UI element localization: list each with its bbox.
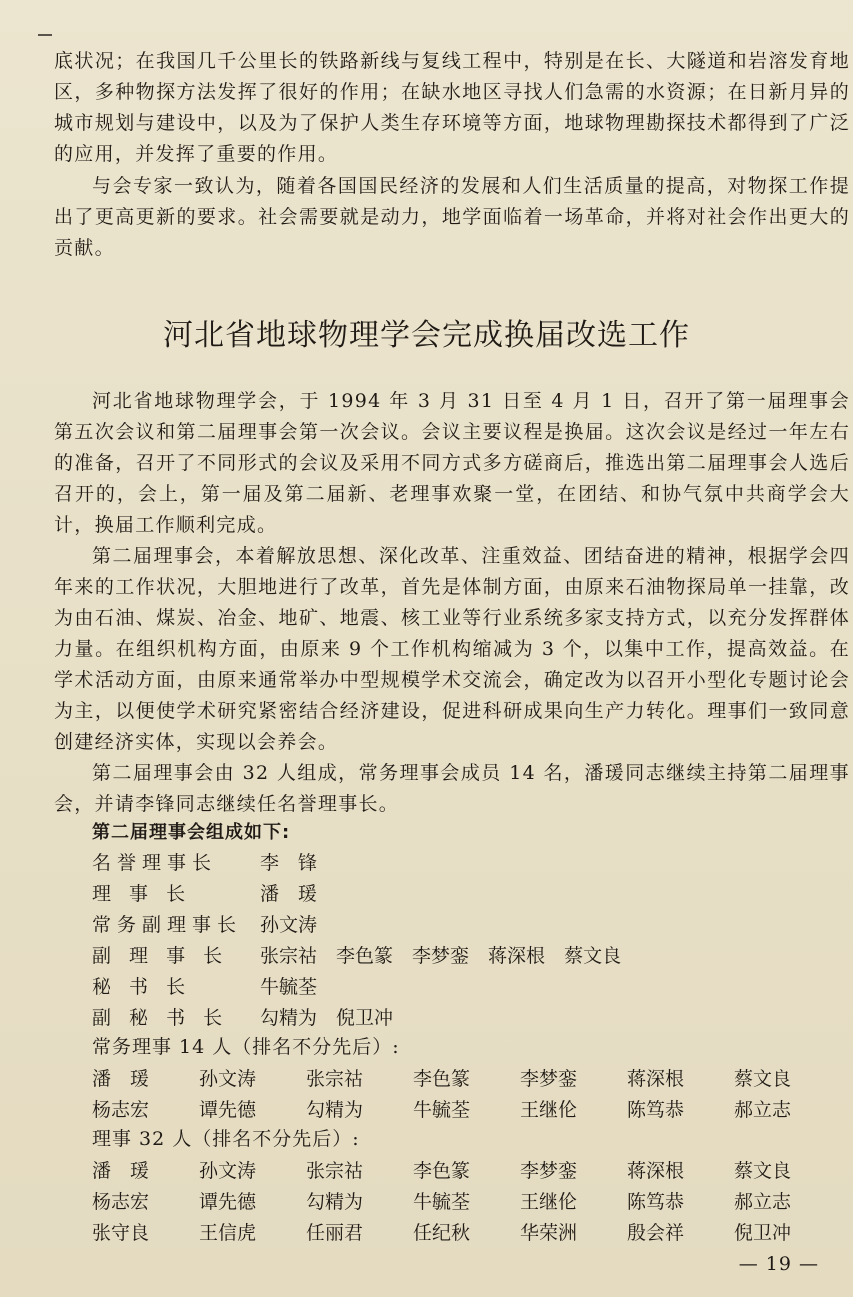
member-name: 郝立志 [734,1099,792,1121]
member-name: 郝立志 [734,1191,792,1213]
member-name: 王继伦 [520,1191,578,1213]
member-name: 蔡文良 [734,1160,792,1182]
council-members-label: 理事 32 人（排名不分先后）: [92,1128,360,1150]
page-number: — 19 — [738,1253,819,1275]
member-name: 李色篆 [413,1160,471,1182]
member-name: 孙文涛 [199,1160,257,1182]
person-name: 潘 瑗 [260,883,318,905]
member-name: 张宗祜 [306,1160,364,1182]
member-name: 杨志宏 [92,1191,150,1213]
role-title: 常务副理事长 [92,914,243,936]
member-name: 倪卫冲 [734,1222,792,1244]
member-name: 李色篆 [413,1068,471,1090]
person-name: 牛毓荃 [260,976,318,998]
role-title: 副 理 事 长 [92,945,229,967]
person-name: 张宗祜 [260,945,318,967]
person-name: 孙文涛 [260,914,318,936]
member-name: 勾精为 [306,1191,364,1213]
member-name: 牛毓荃 [413,1099,471,1121]
member-name: 蒋深根 [627,1160,685,1182]
role-title: 名誉理事长 [92,852,218,874]
standing-members-label: 常务理事 14 人（排名不分先后）: [92,1036,400,1058]
composition-heading: 第二届理事会组成如下: [92,822,291,843]
article-paragraph-1: 河北省地球物理学会，于 1994 年 3 月 31 日至 4 月 1 日，召开了第一届理事会第五次会议和第二届理事会第一次会议。会议主要议程是换届。这次会议是经过一年左右的准备，召开了不同形式的会议及采用不同方式多方磋商后，推选出第二届理事会人选后召开的，会上，第一届及第二届新、老理事欢聚一堂，在团结、和协气氛中共商学会大计，换届工作顺利完成。 [54,390,850,536]
standing-members-grid [92,1064,832,1126]
person-name: 倪卫冲 [336,1007,394,1029]
member-name: 谭先德 [199,1099,257,1121]
role-people [260,972,336,999]
member-name: 王继伦 [520,1099,578,1121]
person-name: 勾精为 [260,1007,318,1029]
member-name: 李梦銮 [520,1068,578,1090]
member-name: 勾精为 [306,1099,364,1121]
role-people [260,848,336,875]
member-name: 潘 瑗 [92,1160,150,1182]
article-paragraph-3: 第二届理事会由 32 人组成，常务理事会成员 14 名，潘瑗同志继续主持第二届理事会，并请李锋同志继续任名誉理事长。 [54,762,850,815]
person-name: 李色篆 [336,945,394,967]
person-name: 蒋深根 [488,945,546,967]
member-name: 潘 瑗 [92,1068,150,1090]
member-name: 李梦銮 [520,1160,578,1182]
member-name: 任纪秋 [413,1222,471,1244]
role-title: 秘 书 长 [92,976,192,998]
role-people [260,1003,412,1030]
member-name: 张宗祜 [306,1068,364,1090]
member-name: 陈笃恭 [627,1191,685,1213]
member-name: 任丽君 [306,1222,364,1244]
member-name: 蒋深根 [627,1068,685,1090]
member-name: 王信虎 [199,1222,257,1244]
member-name: 殷会祥 [627,1222,685,1244]
person-name: 李 锋 [260,852,318,874]
role-people [260,879,336,906]
member-name: 蔡文良 [734,1068,792,1090]
role-title: 副 秘 书 长 [92,1007,229,1029]
member-name: 杨志宏 [92,1099,150,1121]
person-name: 李梦銮 [412,945,470,967]
member-name: 孙文涛 [199,1068,257,1090]
person-name: 蔡文良 [564,945,622,967]
member-name: 张守良 [92,1222,150,1244]
council-members-grid [92,1156,832,1249]
article-title: 河北省地球物理学会完成换届改选工作 [163,318,690,353]
member-name: 谭先德 [199,1191,257,1213]
article-paragraph-2: 第二届理事会，本着解放思想、深化改革、注重效益、团结奋进的精神，根据学会四年来的工作状况，大胆地进行了改革，首先是体制方面，由原来石油物探局单一挂靠，改为由石油、煤炭、冶金、地矿、地震、核工业等行业系统多家支持方式，以充分发挥群体力量。在组织机构方面，由原来 9 个工作机构缩减为 3 个，以集中工作，提高效益。在学术活动方面，由原来通常举办中型规模学术交流会，确定改为以召开小型化专题讨论会为主，以便使学术研究紧密结合经济建设，促进科研成果向生产力转化。理事们一致同意创建经济实体，实现以会养会。 [54,545,850,753]
intro-paragraph-2: 与会专家一致认为，随着各国国民经济的发展和人们生活质量的提高，对物探工作提出了更高更新的要求。社会需要就是动力，地学面临着一场革命，并将对社会作出更大的贡献。 [54,175,850,259]
member-name: 陈笃恭 [627,1099,685,1121]
role-people [260,941,640,968]
member-name: 华荣洲 [520,1222,578,1244]
role-title: 理 事 长 [92,883,192,905]
role-people [260,910,336,937]
intro-paragraph-1: 底状况；在我国几千公里长的铁路新线与复线工程中，特别是在长、大隧道和岩溶发育地区，多种物探方法发挥了很好的作用；在缺水地区寻找人们急需的水资源；在日新月异的城市规划与建设中，以及为了保护人类生存环境等方面，地球物理勘探技术都得到了广泛的应用，并发挥了重要的作用。 [54,50,850,165]
page-corner-mark [38,34,52,36]
member-name: 牛毓荃 [413,1191,471,1213]
